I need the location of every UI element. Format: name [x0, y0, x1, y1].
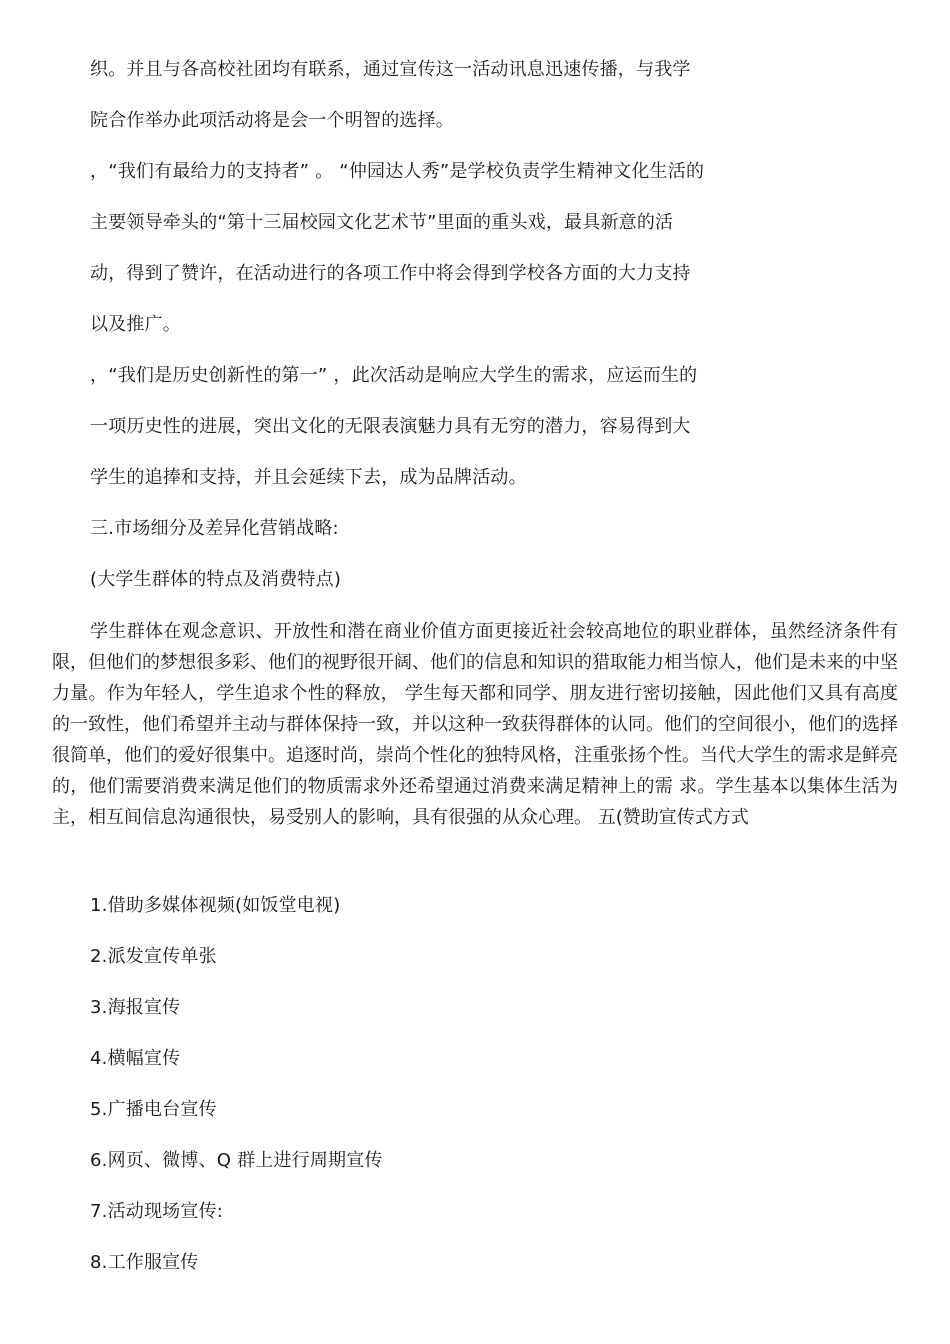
intro-line: 主要领导牵头的“第十三届校园文化艺术节”里面的重头戏，最具新意的活 [90, 212, 674, 233]
list-item: 5.广播电台宣传 [90, 1099, 217, 1120]
intro-line: 学生的追捧和支持，并且会延续下去，成为品牌活动。 [90, 467, 527, 488]
list-item: 8.工作服宣传 [90, 1252, 199, 1273]
sub-heading: (大学生群体的特点及消费特点) [90, 569, 342, 590]
list-item: 4.横幅宣传 [90, 1048, 181, 1069]
list-item: 1.借助多媒体视频(如饭堂电视) [90, 895, 341, 916]
intro-line: 一项历史性的进展，突出文化的无限表演魅力具有无穷的潜力，容易得到大 [90, 416, 691, 437]
body-paragraph: 学生群体在观念意识、开放性和潜在商业价值方面更接近社会较高地位的职业群体，虽然经济条件有限，但他们的梦想很多彩、他们的视野很开阔、他们的信息和知识的猎取能力相当惊人，他们是未来的中坚力量。作为年轻人，学生追求个性的释放， 学生每天都和同学、朋友进行密切接触，因此他们又具有高度的一致性，他们希望并主动与群体保持一致，并以这种一致获得群体的认同。他们的空间很小，他们的选择很简单，他们的爱好很集中。追逐时尚，崇尚个性化的独特风格，注重张扬个性。当代大学生的需求是鲜亮的，他们需要消费来满足他们的物质需求外还希望通过消费来满足精神上的需 求。学生基本以集体生活为主，相互间信息沟通很快，易受别人的影响，具有很强的从众心理。 五(赞助宣传式方式 [52, 621, 898, 828]
intro-line: 院合作举办此项活动将是会一个明智的选择。 [90, 110, 454, 131]
section-heading: 三.市场细分及差异化营销战略: [90, 518, 339, 539]
list-item: 6.网页、微博、Q 群上进行周期宣传 [90, 1150, 383, 1171]
list-item: 3.海报宣传 [90, 997, 181, 1018]
intro-line: ，“我们有最给力的支持者” 。 “仲园达人秀”是学校负责学生精神文化生活的 [90, 161, 705, 182]
intro-line: 织。并且与各高校社团均有联系，通过宣传这一活动讯息迅速传播，与我学 [90, 59, 691, 80]
intro-line: 动，得到了赞许，在活动进行的各项工作中将会得到学校各方面的大力支持 [90, 263, 691, 284]
intro-line: ，“我们是历史创新性的第一” ，此次活动是响应大学生的需求，应运而生的 [90, 365, 698, 386]
intro-line: 以及推广。 [90, 314, 181, 335]
list-item: 7.活动现场宣传: [90, 1201, 224, 1222]
list-item: 2.派发宣传单张 [90, 946, 217, 967]
